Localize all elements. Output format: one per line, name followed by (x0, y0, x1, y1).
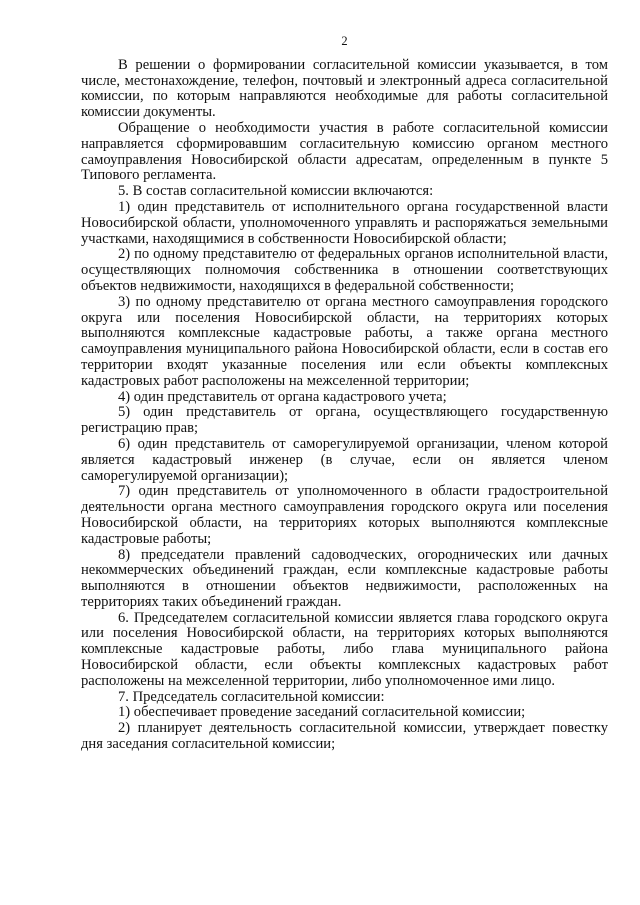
list-item-5-4: 4) один представитель от органа кадастрового учета; (118, 388, 447, 405)
list-item-7-2: 2) планирует деятельность согласительной комиссии, утверждает повестку дня заседания согласительной комиссии; (81, 720, 608, 753)
list-item-5-5: 5) один представитель от органа, осуществляющего государственную регистрацию прав; (81, 404, 608, 437)
list-item-5-1: 1) один представитель от исполнительного органа государственной власти Новосибирской области, уполномоченного управлять и распоряжаться земельными участками, находящимися в собственности Новосибирской области; (81, 198, 608, 247)
list-item-5-8: 8) председатели правлений садоводческих, огороднических или дачных некоммерческих объединений граждан, если комплексные кадастровые работы выполняются в отношении объектов недвижимости, расположенных на территориях таких объединений граждан. (81, 546, 608, 610)
paragraph-section-5: 5. В состав согласительной комиссии включаются: (118, 183, 434, 200)
paragraph-section-7: 7. Председатель согласительной комиссии: (118, 688, 385, 705)
paragraph-commission-address: В решении о формировании согласительной комиссии указывается, в том числе, местонахождение, телефон, почтовый и электронный адреса согласительной комиссии, по которым направляются необходимые для работы согласительной комиссии документы. (81, 56, 608, 121)
paragraph-participation-request: Обращение о необходимости участия в работе согласительной комиссии направляется сформировавшим согласительную комиссию органом местного самоуправления Новосибирской области адресатам, определенным в пункте 5 Типового регламента. (81, 119, 608, 184)
paragraph-section-6: 6. Председателем согласительной комиссии является глава городского округа или поселения Новосибирской области, на территориях которых выполняются комплексные кадастровые работы, либо глава муниципального района Новосибирской области, если объекты комплексных кадастровых работ расположены на межселенной территории, либо уполномоченное ими лицо. (81, 609, 608, 689)
list-item-5-7: 7) один представитель от уполномоченного в области градостроительной деятельности органа местного самоуправления городского округа или поселения Новосибирской области, на территориях которых выполняются комплексные кадастровые работы; (81, 483, 608, 547)
list-item-5-2: 2) по одному представителю от федеральных органов исполнительной власти, осуществляющих полномочия собственника в отношении соответствующих объектов недвижимости, находящихся в федеральной собственности; (81, 246, 608, 294)
list-item-5-6: 6) один представитель от саморегулируемой организации, членом которой является кадастровый инженер (в случае, если он является членом саморегулируемой организации); (81, 435, 608, 484)
page-number: 2 (341, 34, 348, 48)
list-item-7-1: 1) обеспечивает проведение заседаний согласительной комиссии; (118, 704, 526, 721)
list-item-5-3: 3) по одному представителю от органа местного самоуправления городского округа или поселения Новосибирской области, на территориях которых выполняются комплексные кадастровые работы, а также органа местного самоуправления муниципального района Новосибирской области, если в состав его территории входят указанные поселения или если объекты комплексных кадастровых работ расположены на межселенной территории; (81, 293, 608, 389)
